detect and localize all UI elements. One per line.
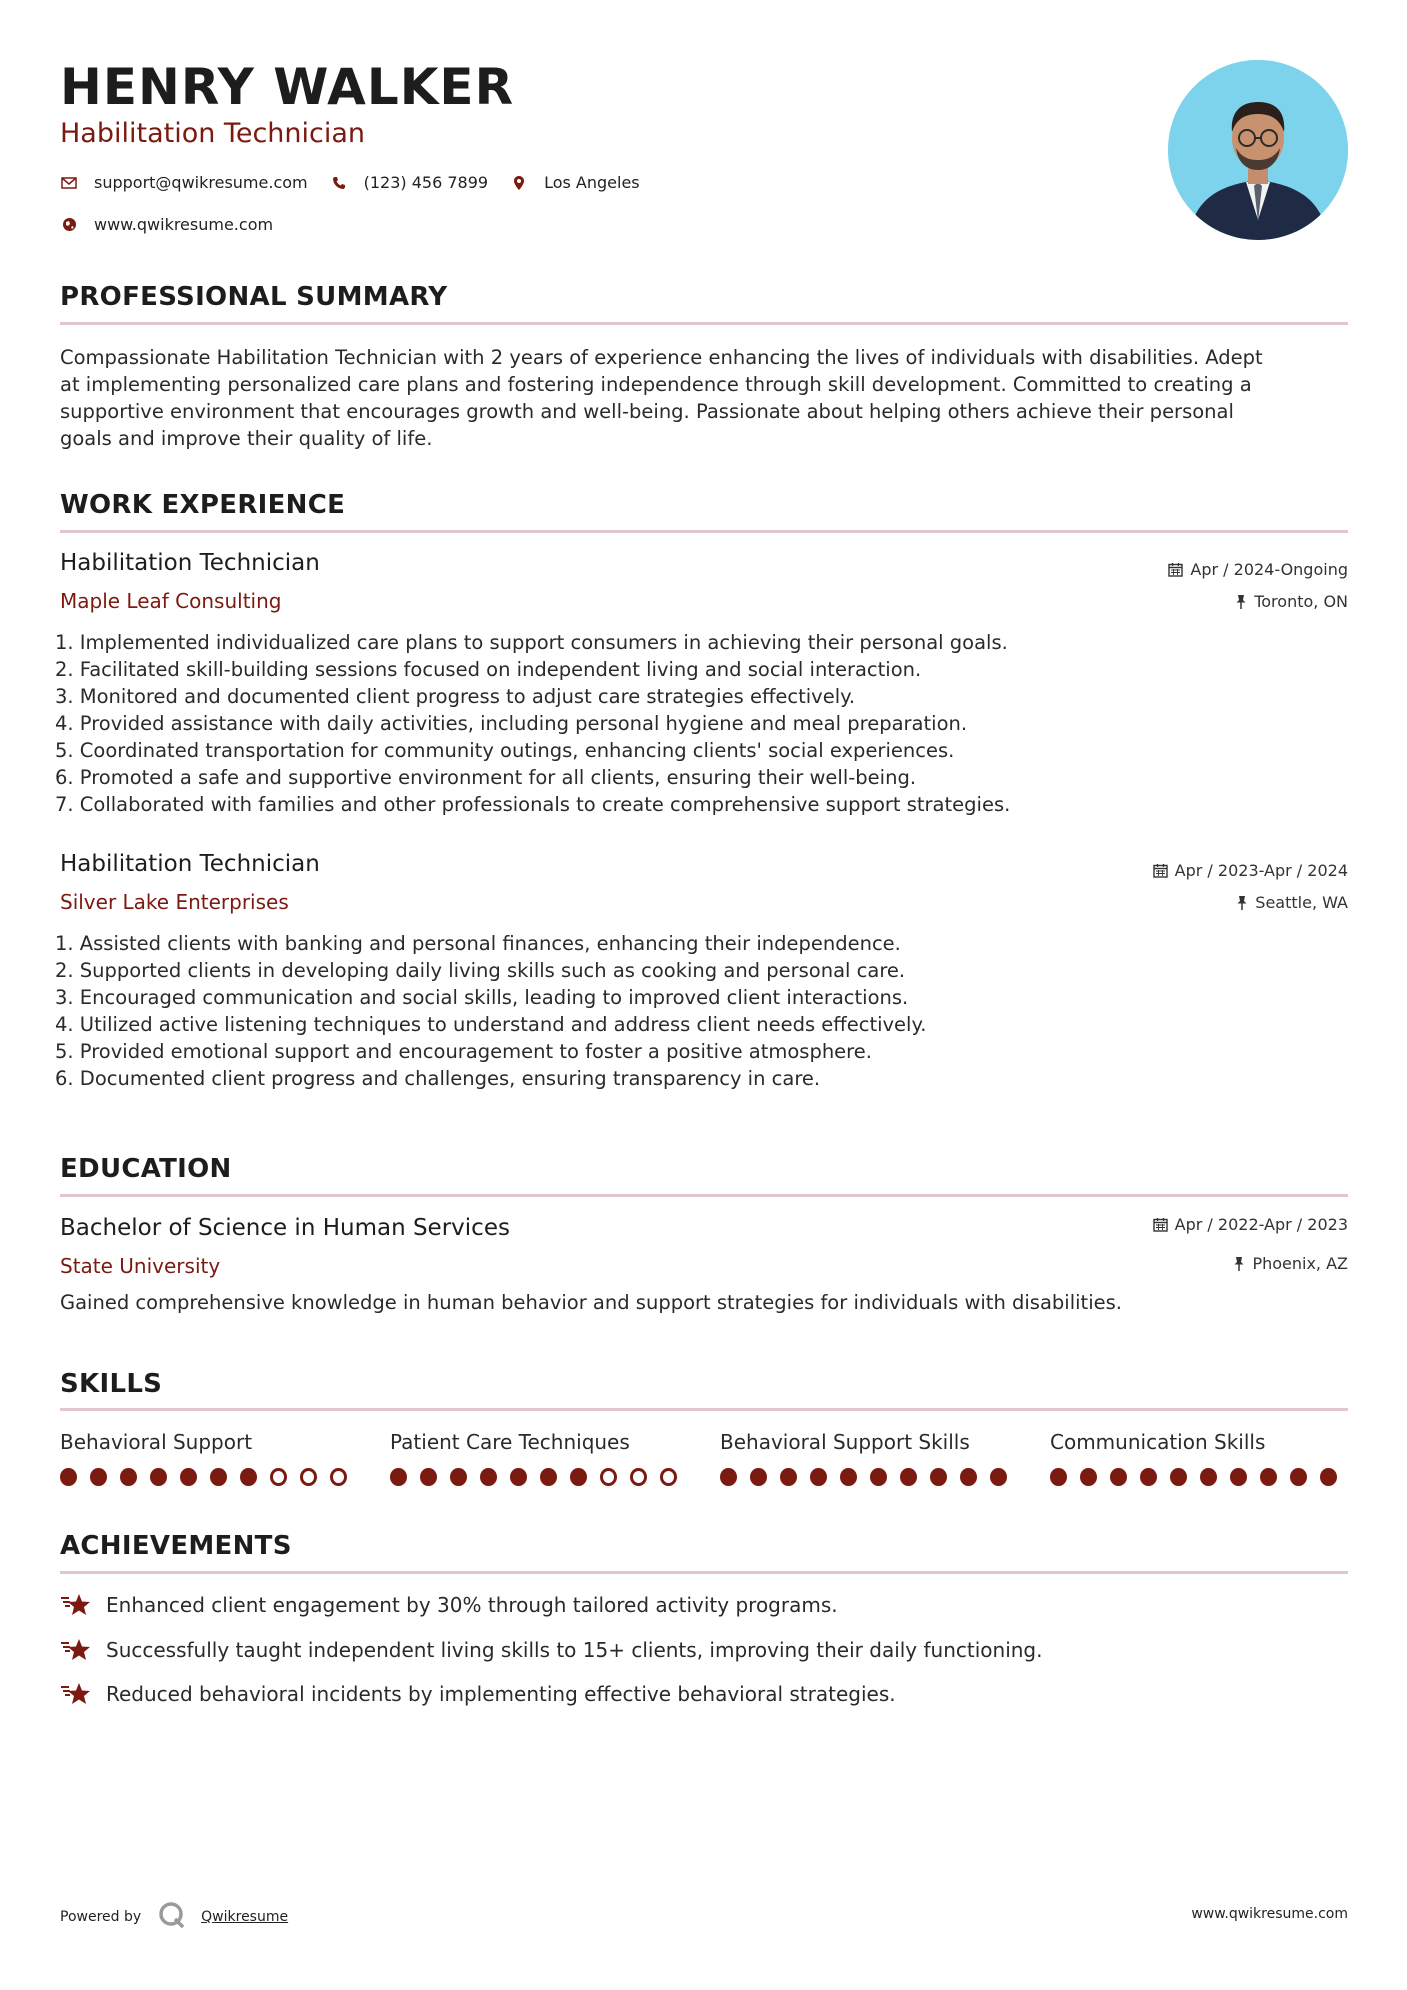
rating-dot-filled [1080, 1468, 1097, 1486]
degree-title: Bachelor of Science in Human Services [60, 1215, 510, 1241]
rating-dot-filled [750, 1468, 767, 1486]
list-item: 7. Collaborated with families and other professionals to create comprehensive support strategies. [55, 793, 1011, 816]
skill-item [1050, 1430, 1350, 1486]
phone-item[interactable] [330, 173, 488, 192]
contact-row [60, 173, 662, 192]
rating-dot-filled [210, 1468, 227, 1486]
website-item[interactable] [60, 215, 273, 234]
star-icon [60, 1681, 92, 1707]
rating-dot-filled [1260, 1468, 1277, 1486]
rating-dot-empty [270, 1468, 287, 1486]
rating-dot-empty [660, 1468, 677, 1486]
email-text: support@qwikresume.com [94, 173, 308, 192]
summary-line: Compassionate Habilitation Technician with 2 years of experience enhancing the lives of individuals with disabilities. Adept [60, 346, 1263, 369]
list-item: 4. Utilized active listening techniques to understand and address client needs effectively. [55, 1013, 927, 1036]
contact-row-website [60, 215, 295, 234]
job-location [1235, 592, 1348, 611]
job-location-text: Seattle, WA [1255, 893, 1348, 912]
powered-by-label: Powered by [60, 1909, 142, 1925]
education-dates-text: Apr / 2022-Apr / 2023 [1174, 1215, 1348, 1234]
rating-dot-filled [1320, 1468, 1337, 1486]
skill-name: Behavioral Support [60, 1430, 253, 1454]
skills-heading: SKILLS [60, 1369, 163, 1399]
pushpin-icon [1233, 1256, 1245, 1272]
skill-rating [390, 1468, 690, 1486]
globe-icon [60, 216, 78, 234]
achievement-text: Reduced behavioral incidents by implementing effective behavioral strategies. [106, 1682, 896, 1706]
rating-dot-filled [1200, 1468, 1217, 1486]
skill-rating [720, 1468, 1020, 1486]
calendar-icon [1153, 1217, 1168, 1232]
pushpin-icon [1236, 895, 1248, 911]
job-responsibilities [55, 930, 1295, 1092]
rating-dot-filled [510, 1468, 527, 1486]
rating-dot-filled [780, 1468, 797, 1486]
rating-dot-filled [1290, 1468, 1307, 1486]
location-item [510, 173, 640, 192]
job-dates [1153, 861, 1348, 880]
phone-text: (123) 456 7899 [363, 173, 489, 192]
job-dates [1168, 560, 1348, 579]
job-title: Habilitation Technician [60, 851, 320, 877]
rating-dot-filled [570, 1468, 587, 1486]
rating-dot-filled [930, 1468, 947, 1486]
qwikresume-logo-icon [157, 1900, 187, 1934]
achievement-item [60, 1592, 838, 1618]
achievement-text: Successfully taught independent living skills to 15+ clients, improving their daily functioning. [106, 1638, 1043, 1662]
company-name: Maple Leaf Consulting [60, 589, 282, 613]
email-item[interactable] [60, 173, 308, 192]
rating-dot-filled [960, 1468, 977, 1486]
experience-heading: WORK EXPERIENCE [60, 490, 346, 520]
section-divider [60, 530, 1348, 533]
list-item: 3. Encouraged communication and social skills, leading to improved client interactions. [55, 986, 909, 1009]
section-divider [60, 322, 1348, 325]
profile-photo [1168, 60, 1348, 240]
job-dates-text: Apr / 2023-Apr / 2024 [1174, 861, 1348, 880]
rating-dot-filled [1110, 1468, 1127, 1486]
rating-dot-filled [1140, 1468, 1157, 1486]
company-name: Silver Lake Enterprises [60, 890, 289, 914]
rating-dot-filled [420, 1468, 437, 1486]
rating-dot-filled [810, 1468, 827, 1486]
school-name: State University [60, 1254, 221, 1278]
list-item: 3. Monitored and documented client progress to adjust care strategies effectively. [55, 685, 856, 708]
rating-dot-empty [600, 1468, 617, 1486]
list-item: 1. Implemented individualized care plans to support consumers in achieving their personal goals. [55, 631, 1008, 654]
location-text: Los Angeles [544, 173, 640, 192]
rating-dot-filled [870, 1468, 887, 1486]
footer-powered-by [60, 1900, 288, 1934]
rating-dot-filled [120, 1468, 137, 1486]
rating-dot-filled [180, 1468, 197, 1486]
rating-dot-filled [240, 1468, 257, 1486]
rating-dot-filled [1170, 1468, 1187, 1486]
education-location-text: Phoenix, AZ [1252, 1254, 1348, 1273]
job-dates-text: Apr / 2024-Ongoing [1190, 560, 1348, 579]
skill-item [390, 1430, 690, 1486]
rating-dot-empty [330, 1468, 347, 1486]
skill-rating [60, 1468, 360, 1486]
list-item: 5. Coordinated transportation for community outings, enhancing clients' social experiences. [55, 739, 955, 762]
job-location [1236, 893, 1348, 912]
envelope-icon [60, 174, 78, 192]
footer-url[interactable]: www.qwikresume.com [1191, 1906, 1348, 1922]
list-item: 1. Assisted clients with banking and personal finances, enhancing their independence. [55, 932, 901, 955]
education-location [1233, 1254, 1348, 1273]
candidate-title: Habilitation Technician [60, 118, 366, 149]
achievement-item [60, 1637, 1042, 1663]
education-dates [1153, 1215, 1348, 1234]
map-pin-icon [510, 174, 528, 192]
rating-dot-empty [630, 1468, 647, 1486]
list-item: 2. Supported clients in developing daily living skills such as cooking and personal care. [55, 959, 906, 982]
rating-dot-filled [990, 1468, 1007, 1486]
star-icon [60, 1637, 92, 1663]
calendar-icon [1153, 863, 1168, 878]
education-description: Gained comprehensive knowledge in human behavior and support strategies for individuals with disabilities. [60, 1291, 1122, 1314]
list-item: 6. Documented client progress and challenges, ensuring transparency in care. [55, 1067, 821, 1090]
rating-dot-filled [840, 1468, 857, 1486]
rating-dot-empty [300, 1468, 317, 1486]
rating-dot-filled [150, 1468, 167, 1486]
rating-dot-filled [900, 1468, 917, 1486]
phone-icon [330, 174, 348, 192]
job-title: Habilitation Technician [60, 550, 320, 576]
job-responsibilities [55, 629, 1295, 818]
rating-dot-filled [90, 1468, 107, 1486]
summary-text [60, 344, 1350, 452]
list-item: 4. Provided assistance with daily activities, including personal hygiene and meal preparation. [55, 712, 968, 735]
summary-line: supportive environment that encourages growth and well-being. Passionate about helping others achieve their personal [60, 400, 1234, 423]
section-divider [60, 1571, 1348, 1574]
list-item: 5. Provided emotional support and encouragement to foster a positive atmosphere. [55, 1040, 872, 1063]
achievement-item [60, 1681, 896, 1707]
rating-dot-filled [450, 1468, 467, 1486]
achievement-text: Enhanced client engagement by 30% through tailored activity programs. [106, 1593, 838, 1617]
website-text: www.qwikresume.com [94, 215, 274, 234]
rating-dot-filled [480, 1468, 497, 1486]
rating-dot-filled [540, 1468, 557, 1486]
summary-line: at implementing personalized care plans and fostering independence through skill development. Committed to creating a [60, 373, 1252, 396]
job-location-text: Toronto, ON [1254, 592, 1348, 611]
list-item: 2. Facilitated skill-building sessions focused on independent living and social interaction. [55, 658, 922, 681]
list-item: 6. Promoted a safe and supportive environment for all clients, ensuring their well-being. [55, 766, 917, 789]
candidate-name: HENRY WALKER [60, 58, 515, 116]
calendar-icon [1168, 562, 1183, 577]
section-divider [60, 1408, 1348, 1411]
rating-dot-filled [1050, 1468, 1067, 1486]
rating-dot-filled [60, 1468, 77, 1486]
rating-dot-filled [1230, 1468, 1247, 1486]
skill-item [720, 1430, 1020, 1486]
person-portrait-icon [1168, 60, 1348, 240]
skill-rating [1050, 1468, 1350, 1486]
star-icon [60, 1592, 92, 1618]
pushpin-icon [1235, 594, 1247, 610]
rating-dot-filled [390, 1468, 407, 1486]
section-divider [60, 1194, 1348, 1197]
summary-heading: PROFESSIONAL SUMMARY [60, 282, 448, 312]
skill-name: Patient Care Techniques [390, 1430, 630, 1454]
qwikresume-link[interactable]: Qwikresume [201, 1909, 289, 1925]
skill-name: Communication Skills [1050, 1430, 1266, 1454]
summary-line: goals and improve their quality of life. [60, 427, 433, 450]
skill-item [60, 1430, 360, 1486]
achievements-heading: ACHIEVEMENTS [60, 1531, 292, 1561]
rating-dot-filled [720, 1468, 737, 1486]
education-heading: EDUCATION [60, 1154, 232, 1184]
skill-name: Behavioral Support Skills [720, 1430, 970, 1454]
